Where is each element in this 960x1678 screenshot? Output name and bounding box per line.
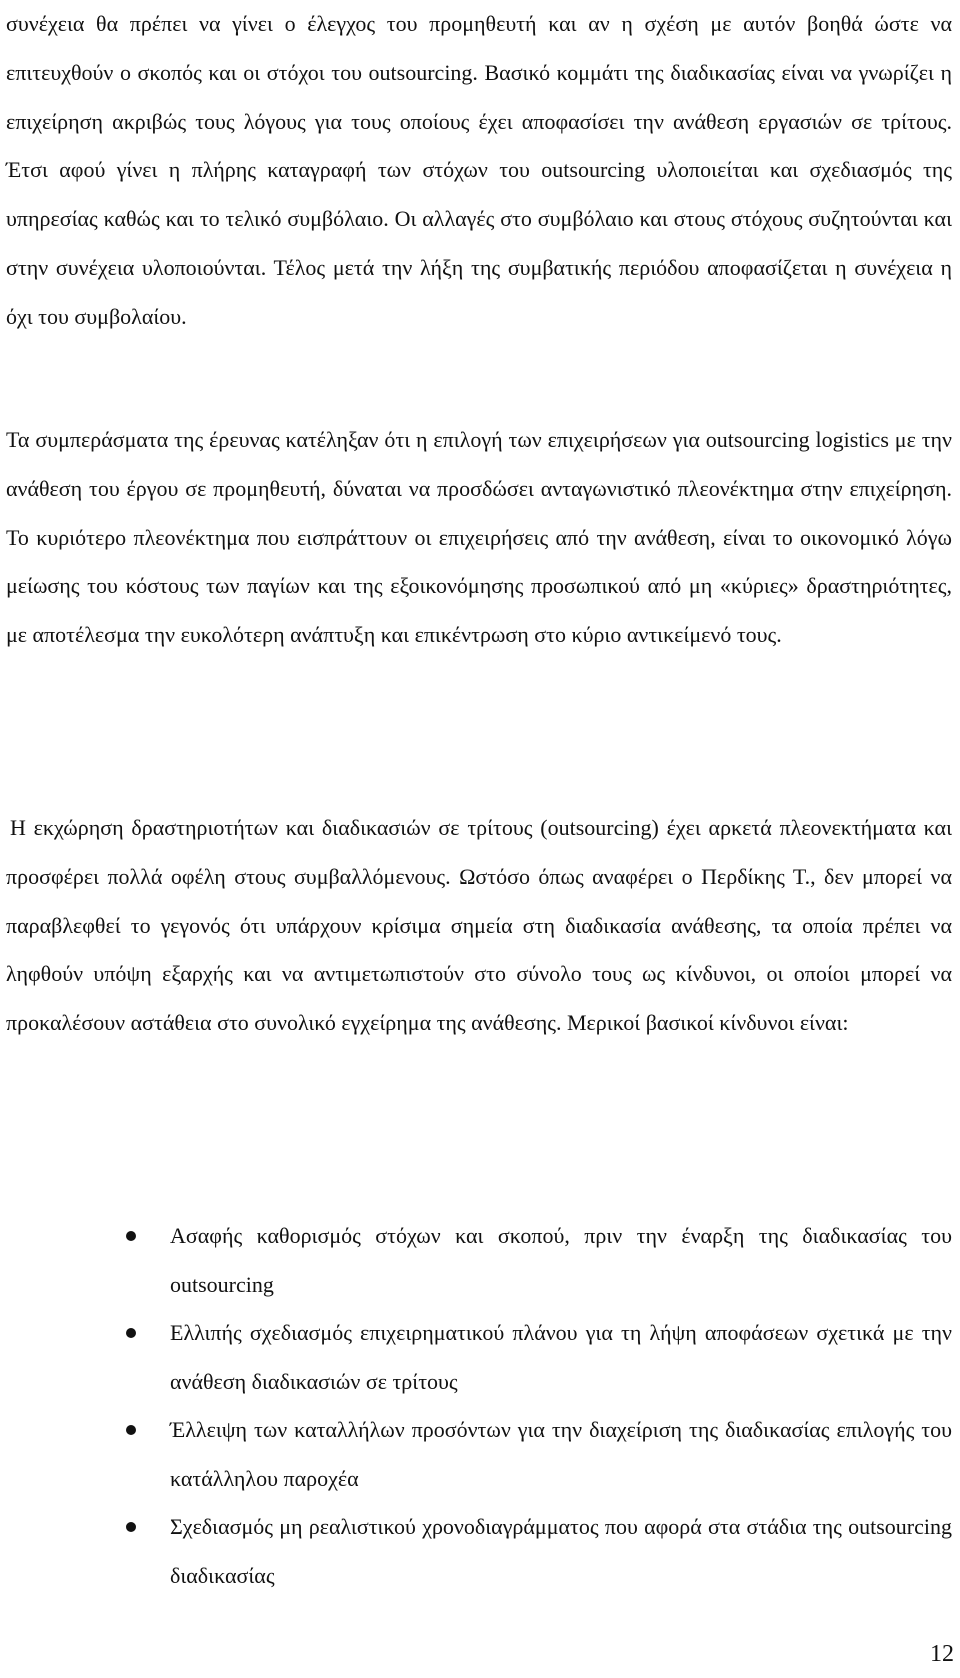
risk-bullet-list — [0, 1212, 960, 1600]
paragraph-outsourcing-process: συνέχεια θα πρέπει να γίνει ο έλεγχος του προμηθευτή και αν η σχέση με αυτόν βοηθά ώστε να επιτευχθούν ο σκοπός και οι στόχοι του outsourcing. Βασικό κομμάτι της διαδικασίας είναι να γνωρίζει η επιχείρηση ακριβώς τους λόγους για τους οποίους έχει αποφασίσει την ανάθεση εργασιών σε τρίτους. Έτσι αφού γίνει η πλήρης καταγραφή των στόχων του outsourcing υλοποιείται και σχεδιασμός της υπηρεσίας καθώς και το τελικό συμβόλαιο. Οι αλλαγές στο συμβόλαιο και στους στόχους συζητούνται και στην συνέχεια υλοποιούνται. Τέλος μετά την λήξη της συμβατικής περιόδου αποφασίζεται η συνέχεια η όχι του συμβολαίου. — [6, 11, 952, 329]
bullet-dot-icon — [126, 1328, 136, 1338]
paragraph-outsourcing-risks: Η εκχώρηση δραστηριοτήτων και διαδικασιών σε τρίτους (outsourcing) έχει αρκετά πλεονεκτήματα και προσφέρει πολλά οφέλη στους συμβαλλόμενους. Ωστόσο όπως αναφέρει ο Περδίκης Τ., δεν μπορεί να παραβλεφθεί το γεγονός ότι υπάρχουν κρίσιμα σημεία στη διαδικασία ανάθεσης, τα οποία πρέπει να ληφθούν υπόψη εξαρχής και να αντιμετωπιστούν στο σύνολο τους ως κίνδυνοι, οι οποίοι μπορεί να προκαλέσουν αστάθεια στο συνολικό εγχείρημα της ανάθεσης. Μερικοί βασικοί κίνδυνοι είναι: — [6, 815, 952, 1036]
list-item-text: Ελλιπής σχεδιασμός επιχειρηματικού πλάνου για τη λήψη αποφάσεων σχετικά με την ανάθεση διαδικασιών σε τρίτους — [170, 1320, 952, 1394]
paragraph-research-conclusions: Τα συμπεράσματα της έρευνας κατέληξαν ότι η επιλογή των επιχειρήσεων για outsourcing logistics με την ανάθεση του έργου σε προμηθευτή, δύναται να προσδώσει ανταγωνιστικό πλεονέκτημα στην επιχείρηση. Το κυριότερο πλεονέκτημα που εισπράττουν οι επιχειρήσεις από την ανάθεση, είναι το οικονομικό λόγω μείωσης του κόστους των παγίων και της εξοικονόμησης προσωπικού από μη «κύριες» δραστηριότητες, με αποτέλεσμα την ευκολότερη ανάπτυξη και επικέντρωση στο κύριο αντικείμενό τους. — [6, 427, 952, 648]
bullet-dot-icon — [126, 1425, 136, 1435]
list-item — [170, 1406, 952, 1503]
list-item — [170, 1503, 952, 1600]
bullet-dot-icon — [126, 1231, 136, 1241]
page-number: 12 — [930, 1641, 954, 1667]
list-item — [170, 1212, 952, 1309]
list-item-text: Ασαφής καθορισμός στόχων και σκοπού, πριν την έναρξη της διαδικασίας του outsourcing — [170, 1223, 952, 1297]
bullet-dot-icon — [126, 1522, 136, 1532]
list-item-text: Έλλειψη των καταλλήλων προσόντων για την διαχείριση της διαδικασίας επιλογής του κατάλληλου παροχέα — [170, 1417, 952, 1491]
list-item-text: Σχεδιασμός μη ρεαλιστικού χρονοδιαγράμματος που αφορά στα στάδια της outsourcing διαδικασίας — [170, 1514, 952, 1588]
list-item — [170, 1309, 952, 1406]
